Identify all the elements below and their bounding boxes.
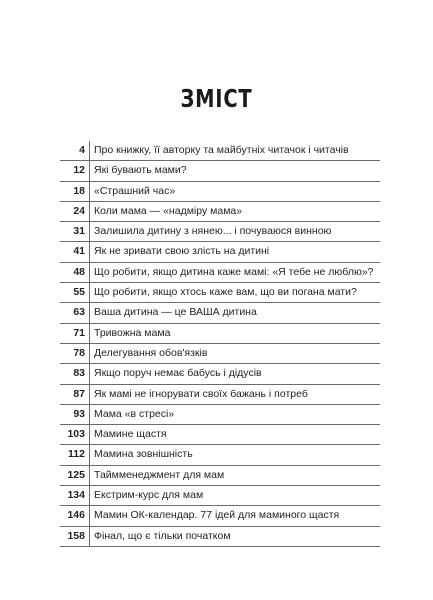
toc-page-number: 112 [60, 445, 90, 464]
toc-page-number: 87 [60, 385, 90, 404]
toc-page-number: 71 [60, 324, 90, 343]
toc-page-number: 41 [60, 242, 90, 261]
toc-row [60, 303, 380, 323]
toc-row [60, 161, 380, 181]
toc-entry-title: Мамине щастя [94, 428, 167, 441]
toc-entry-title: Коли мама — «надміру мама» [94, 204, 243, 217]
toc-page-number: 146 [60, 506, 90, 525]
toc-page-number: 103 [60, 425, 90, 444]
toc-row [60, 445, 380, 465]
toc-page-number: 48 [60, 263, 90, 282]
toc-page-number: 134 [60, 486, 90, 505]
toc-entry-title: Тривожна мама [94, 326, 171, 339]
toc-entry-title: Екстрим-курс для мам [94, 489, 204, 502]
toc-page-number: 12 [60, 161, 90, 180]
toc-row [60, 506, 380, 526]
toc-page-number: 78 [60, 344, 90, 363]
toc-page-number: 31 [60, 222, 90, 241]
toc-page-number: 93 [60, 405, 90, 424]
toc-row [60, 324, 380, 344]
toc-page-number: 158 [60, 527, 90, 546]
toc-entry-title: Якщо поруч немає бабусь і дідусів [94, 367, 262, 380]
toc-row [60, 405, 380, 425]
toc-entry-title: Мама «в стресі» [94, 407, 175, 420]
toc-row [60, 222, 380, 242]
toc-page-number: 55 [60, 283, 90, 302]
toc-row [60, 263, 380, 283]
toc-entry-title: Які бувають мами? [94, 164, 187, 177]
toc-row [60, 141, 380, 161]
toc-page-number: 83 [60, 364, 90, 383]
toc-page-number: 63 [60, 303, 90, 322]
toc-page-number: 4 [60, 141, 90, 160]
toc-row [60, 202, 380, 222]
toc-row [60, 466, 380, 486]
toc-row [60, 425, 380, 445]
page-title: ЗМІСТ [180, 84, 253, 113]
toc-row [60, 364, 380, 384]
toc-row [60, 344, 380, 364]
toc-entry-title: Що робити, якщо хтось каже вам, що ви погана мати? [94, 286, 357, 299]
toc-entry-title: Як мамі не ігнорувати своїх бажань і потреб [94, 387, 308, 400]
toc-row [60, 527, 380, 547]
toc-entry-title: Про книжку, її авторку та майбутніх читачок і читачів [94, 144, 349, 156]
toc-row [60, 182, 380, 202]
toc-entry-title: Делегування обов'язків [94, 346, 208, 359]
toc-row [60, 385, 380, 405]
toc-page-number: 24 [60, 202, 90, 221]
toc-entry-title: Як не зривати свою злість на дитині [94, 245, 270, 258]
toc-row [60, 486, 380, 506]
toc-entry-title: Мамин ОК-календар. 77 ідей для маминого щастя [94, 509, 340, 522]
toc-page-number: 18 [60, 182, 90, 201]
toc-entry-title: Залишила дитину з нянею... і почуваюся винною [94, 225, 332, 238]
toc-row [60, 242, 380, 262]
toc-entry-title: «Страшний час» [94, 184, 176, 197]
toc-entry-title: Таймменеджмент для мам [94, 468, 225, 481]
toc-row [60, 283, 380, 303]
toc-entry-title: Фінал, що є тільки початком [94, 529, 231, 542]
toc-entry-title: Ваша дитина — це ВАША дитина [94, 306, 257, 319]
table-of-contents [60, 141, 380, 547]
toc-entry-title: Мамина зовнішність [94, 448, 193, 461]
toc-page-number: 125 [60, 466, 90, 485]
toc-entry-title: Що робити, якщо дитина каже мамі: «Я тебе не люблю»? [94, 265, 374, 278]
